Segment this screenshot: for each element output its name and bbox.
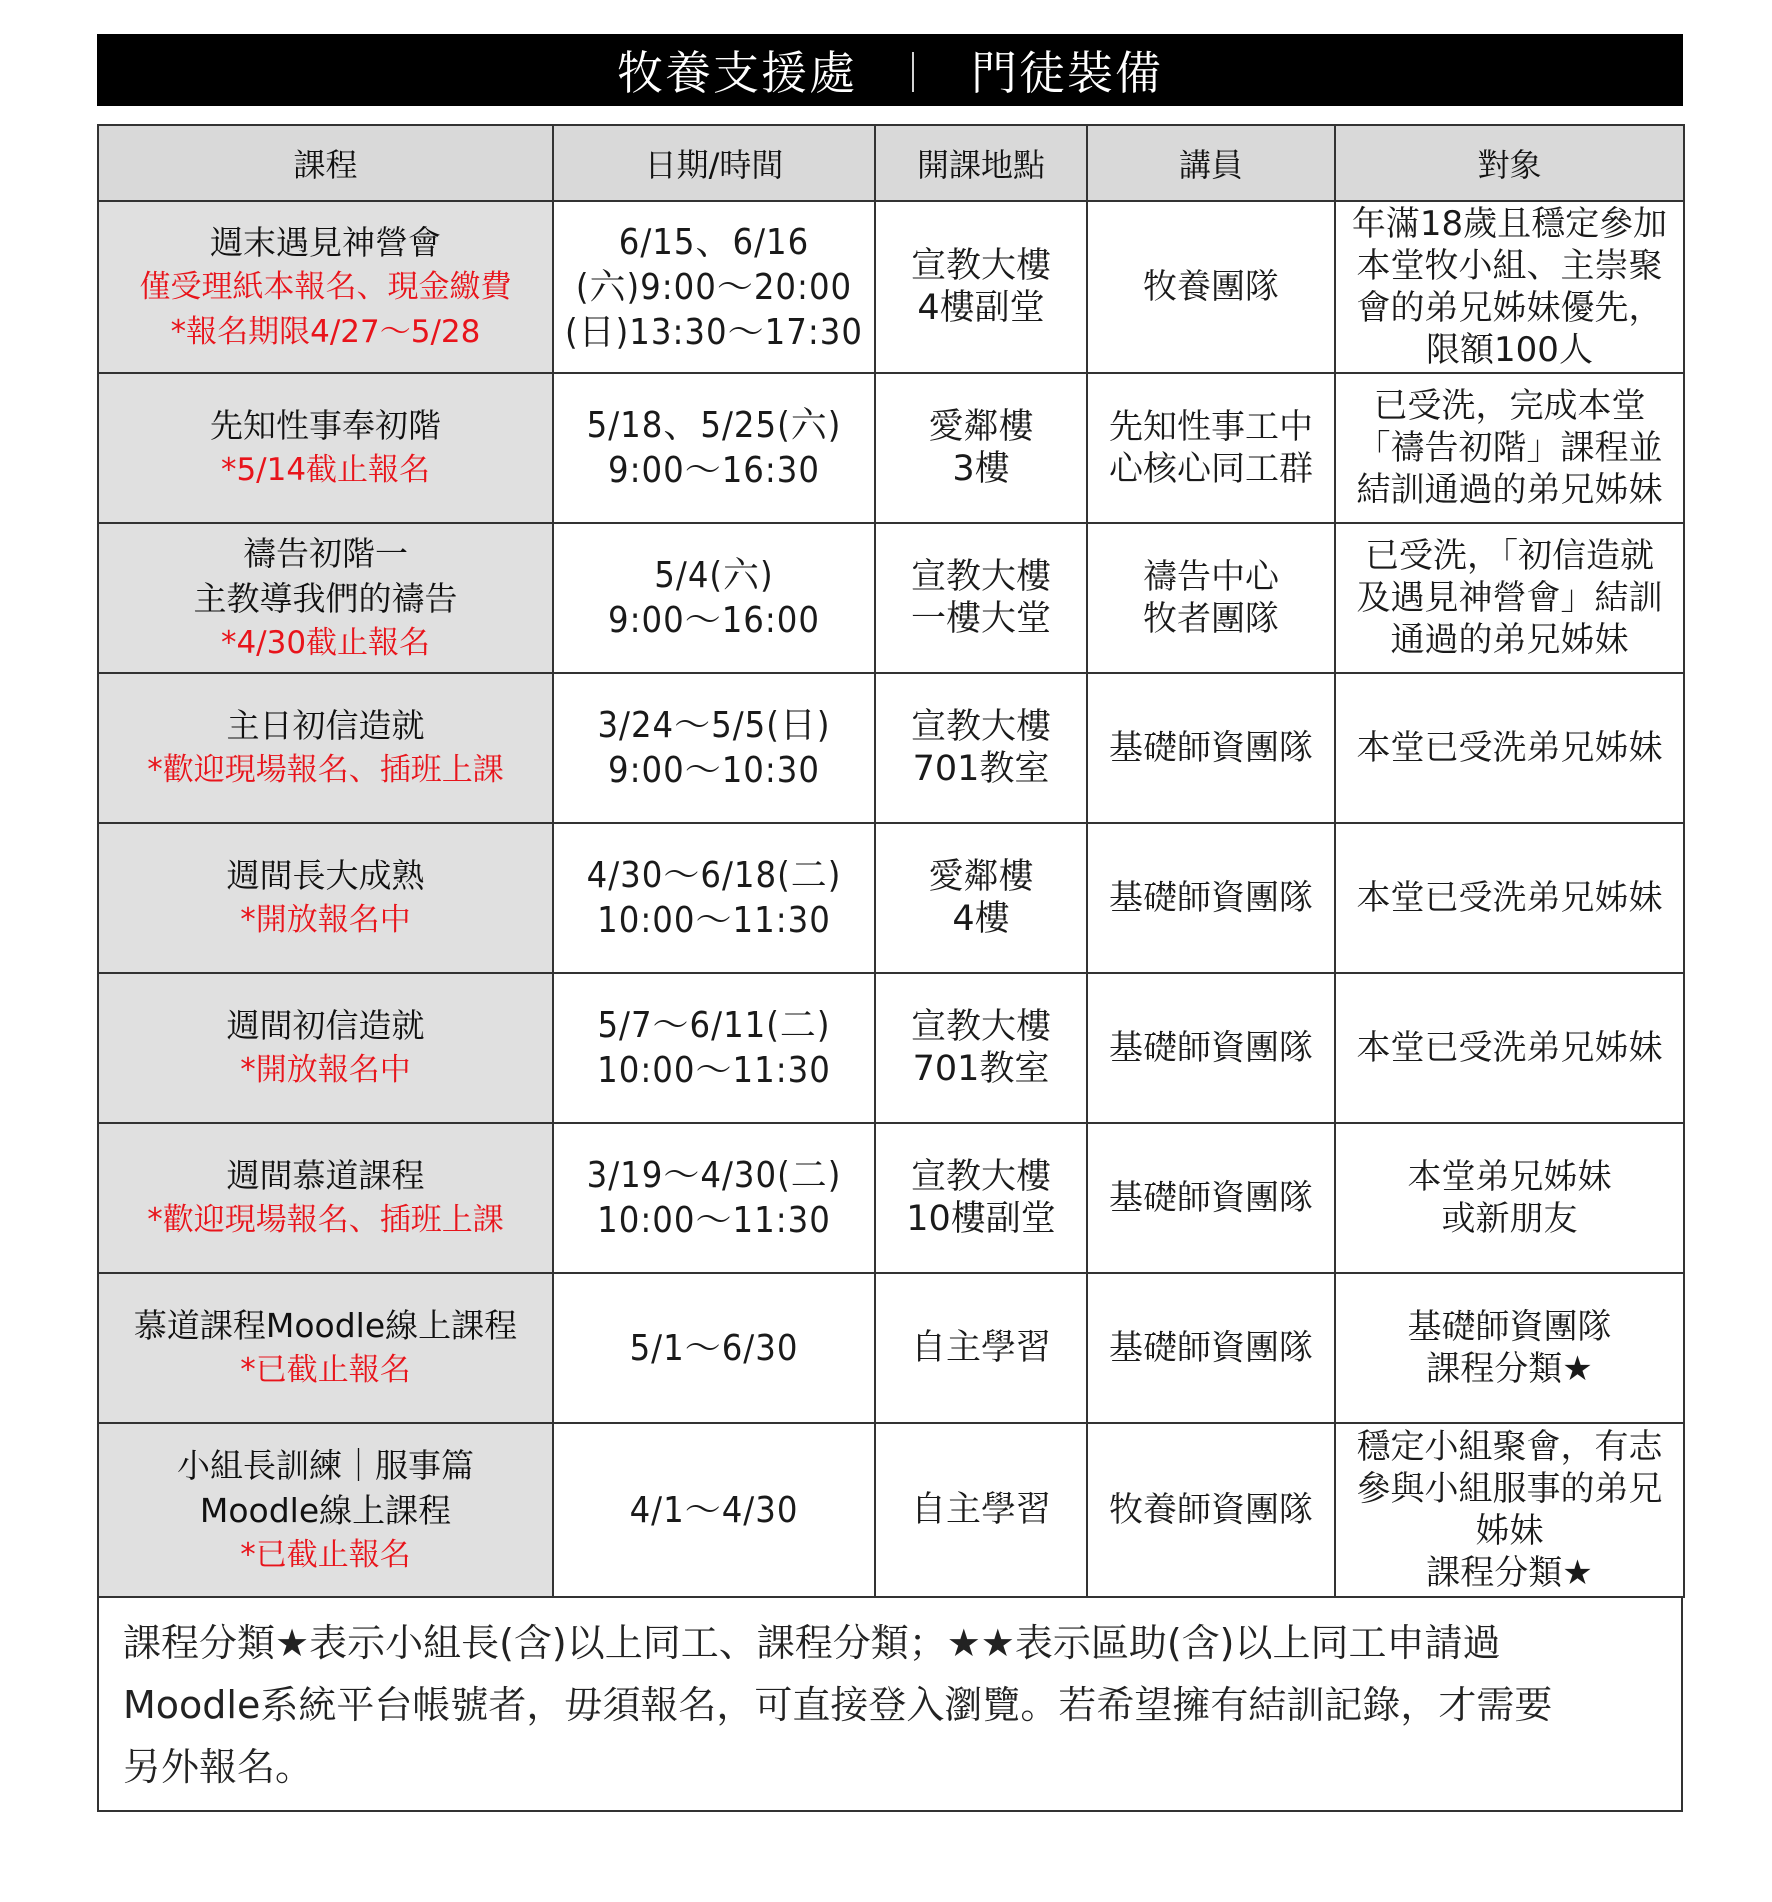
audience-cell xyxy=(1335,1273,1684,1423)
datetime-cell-line: (日)13:30～17:30 xyxy=(565,311,863,353)
lecturer-cell-line: 基礎師資團隊 xyxy=(1109,1328,1313,1368)
audience-cell-line: 課程分類★ xyxy=(1426,1349,1593,1389)
datetime-cell-line: 9:00～16:30 xyxy=(607,450,821,491)
audience-cell-line: 限額100人 xyxy=(1426,330,1593,370)
audience-cell xyxy=(1335,1123,1684,1273)
place-cell-line: 宣教大樓 xyxy=(910,246,1051,286)
place-cell xyxy=(875,1273,1087,1423)
registration-note: *報名期限4/27～5/28 xyxy=(170,313,481,350)
course-cell-line: Moodle線上課程 xyxy=(199,1490,452,1530)
table-row xyxy=(98,1123,1684,1273)
table-row xyxy=(98,523,1684,673)
table-row xyxy=(98,673,1684,823)
place-cell-line: 3樓 xyxy=(952,449,1010,489)
datetime-cell-line: 4/30～6/18(二) xyxy=(586,855,842,896)
datetime-cell-line: 3/19～4/30(二) xyxy=(586,1155,842,1196)
place-cell xyxy=(875,373,1087,523)
header-place: 開課地點 xyxy=(875,125,1087,201)
place-cell-line: 愛鄰樓 xyxy=(928,857,1034,897)
lecturer-cell xyxy=(1087,1423,1335,1597)
datetime-cell-line: 10:00～11:30 xyxy=(597,1200,831,1241)
lecturer-cell xyxy=(1087,1123,1335,1273)
place-cell-line: 自主學習 xyxy=(910,1328,1051,1368)
table-header-row xyxy=(98,125,1684,201)
registration-note: *開放報名中 xyxy=(240,902,411,938)
audience-cell-line: 基礎師資團隊 xyxy=(1407,1307,1612,1347)
lecturer-cell xyxy=(1087,1273,1335,1423)
audience-cell-line: 或新朋友 xyxy=(1441,1199,1578,1239)
registration-note: *4/30截止報名 xyxy=(220,624,431,661)
datetime-cell-line: 6/15、6/16 xyxy=(618,221,810,263)
audience-cell xyxy=(1335,823,1684,973)
footnote-line: 課程分類★表示小組長(含)以上同工、課程分類；★★表示區助(含)以上同工申請過 xyxy=(123,1621,1501,1665)
datetime-cell-line: 10:00～11:30 xyxy=(597,900,831,941)
course-cell-line: 主教導我們的禱告 xyxy=(193,578,458,618)
table-row xyxy=(98,1273,1684,1423)
datetime-cell xyxy=(553,1423,875,1597)
audience-cell xyxy=(1335,673,1684,823)
datetime-cell-line: 10:00～11:30 xyxy=(597,1050,831,1091)
title-left: 牧養支援處 xyxy=(617,46,857,100)
course-cell xyxy=(98,523,553,673)
audience-cell xyxy=(1335,373,1684,523)
table-row xyxy=(98,1423,1684,1597)
lecturer-cell-line: 心核心同工群 xyxy=(1109,449,1313,489)
place-cell xyxy=(875,1423,1087,1597)
course-cell xyxy=(98,373,553,523)
datetime-cell xyxy=(553,201,875,373)
registration-note: *歡迎現場報名、插班上課 xyxy=(147,1202,504,1238)
place-cell-line: 4樓副堂 xyxy=(917,288,1045,328)
audience-cell-line: 年滿18歲且穩定參加 xyxy=(1351,204,1668,244)
course-cell xyxy=(98,1273,553,1423)
datetime-cell xyxy=(553,373,875,523)
header-course: 課程 xyxy=(98,125,553,201)
datetime-cell-line: 5/18、5/25(六) xyxy=(586,405,842,446)
audience-cell-line: 本堂牧小組、主崇聚 xyxy=(1356,246,1663,286)
course-cell-line: 週末遇見神營會 xyxy=(210,222,441,262)
course-cell-line: 週間長大成熟 xyxy=(226,856,425,895)
place-cell-line: 愛鄰樓 xyxy=(928,407,1034,447)
lecturer-cell xyxy=(1087,673,1335,823)
audience-cell-line: 參與小組服事的弟兄 xyxy=(1356,1469,1663,1509)
title-separator: ｜ xyxy=(893,50,935,97)
lecturer-cell xyxy=(1087,973,1335,1123)
place-cell xyxy=(875,973,1087,1123)
datetime-cell-line: 9:00～16:00 xyxy=(607,600,821,641)
place-cell xyxy=(875,823,1087,973)
lecturer-cell-line: 基礎師資團隊 xyxy=(1109,878,1313,918)
audience-cell-line: 本堂已受洗弟兄姊妹 xyxy=(1356,1028,1663,1068)
course-cell xyxy=(98,823,553,973)
audience-cell xyxy=(1335,523,1684,673)
course-cell xyxy=(98,1123,553,1273)
registration-note: *5/14截止報名 xyxy=(220,452,431,488)
registration-note: *已截止報名 xyxy=(240,1536,411,1573)
audience-cell-line: 本堂已受洗弟兄姊妹 xyxy=(1356,878,1663,918)
registration-note: 僅受理紙本報名、現金繳費 xyxy=(139,268,512,305)
title-right: 門徒裝備 xyxy=(971,46,1163,100)
course-cell-line: 慕道課程Moodle線上課程 xyxy=(133,1306,518,1345)
audience-cell xyxy=(1335,1423,1684,1597)
audience-cell-line: 結訓通過的弟兄姊妹 xyxy=(1356,470,1663,510)
place-cell xyxy=(875,673,1087,823)
page-title-bar xyxy=(97,34,1683,106)
datetime-cell-line: (六)9:00～20:00 xyxy=(575,266,853,308)
audience-cell-line: 本堂弟兄姊妹 xyxy=(1407,1157,1612,1197)
lecturer-cell-line: 牧養師資團隊 xyxy=(1109,1490,1313,1530)
place-cell xyxy=(875,1123,1087,1273)
datetime-cell xyxy=(553,673,875,823)
table-row xyxy=(98,823,1684,973)
audience-cell xyxy=(1335,201,1684,373)
audience-cell-line: 「禱告初階」課程並 xyxy=(1356,428,1663,468)
place-cell-line: 701教室 xyxy=(912,749,1050,789)
footnote-line: 另外報名。 xyxy=(123,1745,314,1789)
datetime-cell-line: 5/7～6/11(二) xyxy=(597,1005,831,1046)
course-cell-line: 先知性事奉初階 xyxy=(210,406,441,445)
place-cell-line: 一樓大堂 xyxy=(910,599,1051,639)
lecturer-cell xyxy=(1087,523,1335,673)
lecturer-cell-line: 基礎師資團隊 xyxy=(1109,1028,1313,1068)
place-cell-line: 宣教大樓 xyxy=(910,1157,1051,1197)
audience-cell xyxy=(1335,973,1684,1123)
course-table xyxy=(97,124,1685,1598)
audience-cell-line: 課程分類★ xyxy=(1426,1553,1593,1593)
header-lecturer: 講員 xyxy=(1087,125,1335,201)
course-cell xyxy=(98,673,553,823)
course-cell xyxy=(98,1423,553,1597)
audience-cell-line: 通過的弟兄姊妹 xyxy=(1390,620,1629,660)
audience-cell-line: 本堂已受洗弟兄姊妹 xyxy=(1356,728,1663,768)
lecturer-cell-line: 基礎師資團隊 xyxy=(1109,1178,1313,1218)
header-datetime: 日期/時間 xyxy=(553,125,875,201)
course-cell xyxy=(98,201,553,373)
course-cell-line: 週間初信造就 xyxy=(226,1006,425,1045)
lecturer-cell-line: 基礎師資團隊 xyxy=(1109,728,1313,768)
datetime-cell xyxy=(553,823,875,973)
footnote xyxy=(97,1596,1683,1812)
audience-cell-line: 及遇見神營會」結訓 xyxy=(1356,578,1663,618)
datetime-cell xyxy=(553,1123,875,1273)
audience-cell-line: 穩定小組聚會，有志 xyxy=(1356,1427,1663,1467)
place-cell-line: 宣教大樓 xyxy=(910,707,1051,747)
datetime-cell-line: 4/1～4/30 xyxy=(629,1489,799,1531)
lecturer-cell-line: 禱告中心 xyxy=(1143,557,1279,597)
datetime-cell xyxy=(553,523,875,673)
header-audience: 對象 xyxy=(1335,125,1684,201)
audience-cell-line: 姊妹 xyxy=(1475,1511,1544,1551)
lecturer-cell-line: 先知性事工中 xyxy=(1109,407,1313,447)
lecturer-cell xyxy=(1087,201,1335,373)
place-cell-line: 宣教大樓 xyxy=(910,1007,1051,1047)
datetime-cell xyxy=(553,1273,875,1423)
place-cell-line: 10樓副堂 xyxy=(906,1199,1056,1239)
registration-note: *已截止報名 xyxy=(240,1352,411,1388)
datetime-cell xyxy=(553,973,875,1123)
place-cell-line: 701教室 xyxy=(912,1049,1050,1089)
audience-cell-line: 已受洗，完成本堂 xyxy=(1373,386,1646,426)
datetime-cell-line: 5/1～6/30 xyxy=(629,1327,799,1369)
place-cell-line: 宣教大樓 xyxy=(910,557,1051,597)
place-cell xyxy=(875,523,1087,673)
footnote-line: Moodle系統平台帳號者，毋須報名，可直接登入瀏覽。若希望擁有結訓記錄，才需要 xyxy=(123,1683,1553,1727)
lecturer-cell xyxy=(1087,823,1335,973)
course-cell-line: 小組長訓練｜服事篇 xyxy=(177,1445,474,1485)
registration-note: *歡迎現場報名、插班上課 xyxy=(147,752,504,788)
course-cell-line: 禱告初階一 xyxy=(243,533,408,573)
lecturer-cell-line: 牧養團隊 xyxy=(1143,267,1279,307)
course-cell xyxy=(98,973,553,1123)
course-cell-line: 週間慕道課程 xyxy=(226,1156,425,1195)
place-cell-line: 4樓 xyxy=(952,899,1010,939)
table-row xyxy=(98,201,1684,373)
lecturer-cell xyxy=(1087,373,1335,523)
table-row xyxy=(98,973,1684,1123)
audience-cell-line: 已受洗，「初信造就 xyxy=(1365,536,1654,576)
audience-cell-line: 會的弟兄姊妹優先， xyxy=(1356,288,1663,328)
datetime-cell-line: 5/4(六) xyxy=(654,555,774,596)
course-cell-line: 主日初信造就 xyxy=(226,706,425,745)
lecturer-cell-line: 牧者團隊 xyxy=(1143,599,1279,639)
datetime-cell-line: 3/24～5/5(日) xyxy=(597,705,831,746)
registration-note: *開放報名中 xyxy=(240,1052,411,1088)
table-row xyxy=(98,373,1684,523)
place-cell xyxy=(875,201,1087,373)
place-cell-line: 自主學習 xyxy=(910,1490,1051,1530)
datetime-cell-line: 9:00～10:30 xyxy=(607,750,821,791)
